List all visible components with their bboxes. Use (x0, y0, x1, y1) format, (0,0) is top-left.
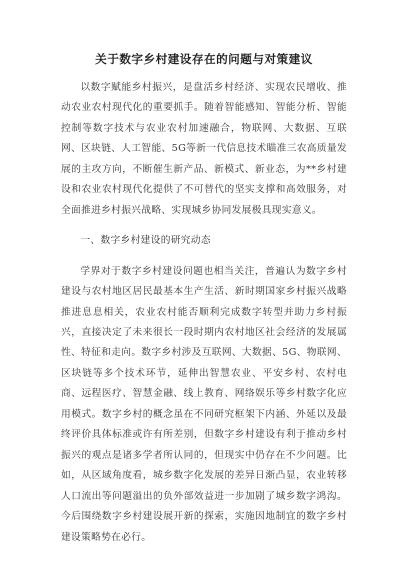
research-paragraph: 学界对于数字乡村建设问题也相当关注，普遍认为数字乡村建设与农村地区居民最基本生产生活、新时期国家乡村振兴战略推进息息相关，农业农村能否顺利完成数字转型并助力乡村振兴，直接决定了未来很长一段时期内农村地区社会经济的发展属性、特征和走向。数字乡村涉及互联网、大数据、5G、物联网、区块链等多个技术环节，延伸出智慧农业、平安乡村、农村电商、远程医疗、智慧金融、线上教育、网络娱乐等乡村数字化应用模式。数字乡村的概念虽在不同研究框架下内涵、外延以及最终评价具体标准或许有所差别，但数字乡村建设有利于推动乡村振兴的观点是诸多学者所认同的，但现实中仍存在不少问题。比如，从区域角度看，城乡数字化发展的差异日渐凸显，农业转移人口流出等问题溢出的负外部效益进一步加剧了城乡数字鸿沟。今后围绕数字乡村建设展开新的探索，实施因地制宜的数字乡村建设策略势在必行。 (61, 265, 347, 543)
document-title: 关于数字乡村建设存在的问题与对策建议 (95, 52, 313, 66)
intro-paragraph: 以数字赋能乡村振兴，是盘活乡村经济、实现农民增收、推动农业农村现代化的重要抓手。随着智能感知、智能分析、智能控制等数字技术与农业农村加速融合，物联网、大数据、互联网、区块链、人工智能、5G等新一代信息技术瞄准三农高质量发展的主攻方向，不断催生新产品、新模式、新业态，为**乡村建设和农业农村现代化提供了不可替代的坚实支撑和高效服务，对全面推进乡村振兴战略、实现城乡协同发展极具现实意义。 (61, 82, 347, 216)
document-body (61, 78, 347, 558)
section-heading: 一、数字乡村建设的研究动态 (80, 235, 211, 247)
